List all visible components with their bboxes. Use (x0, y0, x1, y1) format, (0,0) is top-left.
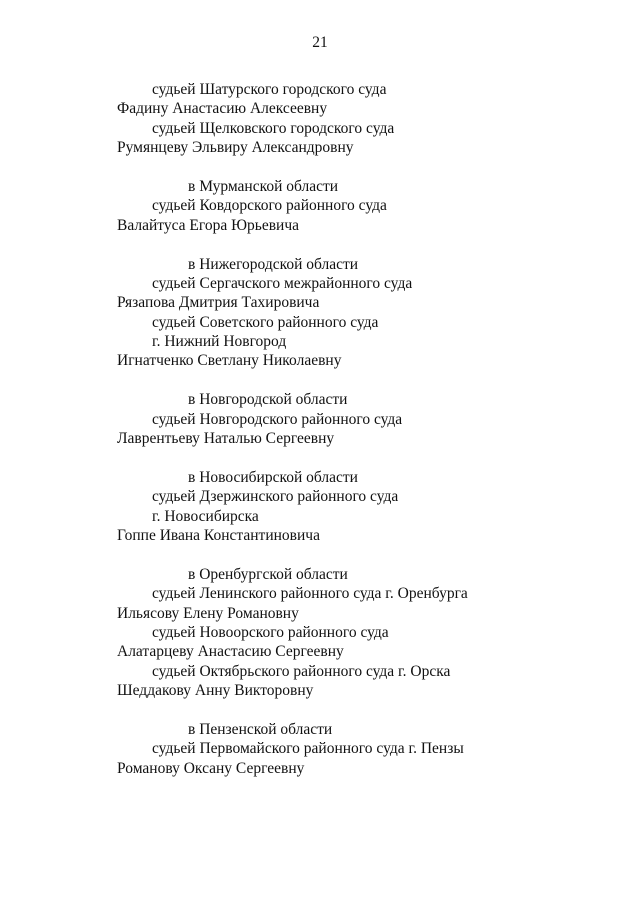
region-heading: в Пензенской области (188, 720, 333, 738)
judge-name: Гоппе Ивана Константиновича (117, 526, 320, 544)
court-line: судьей Ленинского районного суда г. Оренбурга (152, 585, 468, 603)
judge-name: Ильясову Елену Романовну (117, 604, 299, 622)
section-spacer (0, 235, 640, 254)
section-spacer (0, 448, 640, 467)
court-line: судьей Первомайского районного суда г. Пензы (152, 740, 464, 758)
court-line: судьей Ковдорского районного суда (152, 197, 387, 215)
region-heading: в Новосибирской области (188, 468, 358, 486)
judge-name: Шеддакову Анну Викторовну (117, 682, 314, 700)
judge-name: Фадину Анастасию Алексеевну (117, 100, 328, 118)
region-heading: в Новгородской области (188, 391, 348, 409)
page-number: 21 (312, 34, 328, 51)
court-line: судьей Сергачского межрайонного суда (152, 274, 413, 292)
court-line: судьей Новгородского районного суда (152, 410, 403, 428)
court-line: г. Нижний Новгород (152, 333, 287, 351)
region-heading: в Мурманской области (188, 177, 339, 195)
judge-name: Румянцеву Эльвиру Александровну (117, 139, 354, 157)
section-spacer (0, 701, 640, 720)
judge-name: Алатарцеву Анастасию Сергеевну (117, 643, 344, 661)
judge-name: Рязапова Дмитрия Тахировича (117, 294, 320, 312)
section-spacer (0, 158, 640, 177)
judge-name: Игнатченко Светлану Николаевну (117, 352, 342, 370)
judge-name: Лаврентьеву Наталью Сергеевну (117, 430, 335, 448)
section-spacer (0, 545, 640, 564)
court-line: г. Новосибирска (152, 507, 259, 525)
region-heading: в Нижегородской области (188, 255, 359, 273)
court-line: судьей Дзержинского районного суда (152, 488, 399, 506)
judge-name: Романову Оксану Сергеевну (117, 759, 305, 777)
court-line: судьей Шатурского городского суда (152, 81, 387, 98)
document-body (0, 80, 640, 778)
court-line: судьей Октябрьского районного суда г. Орска (152, 662, 451, 680)
section-spacer (0, 371, 640, 390)
region-heading: в Оренбургской области (188, 565, 348, 583)
judge-name: Валайтуса Егора Юрьевича (117, 216, 300, 234)
court-line: судьей Щелковского городского суда (152, 119, 395, 137)
court-line: судьей Советского районного суда (152, 313, 379, 331)
court-line: судьей Новоорского районного суда (152, 623, 389, 641)
